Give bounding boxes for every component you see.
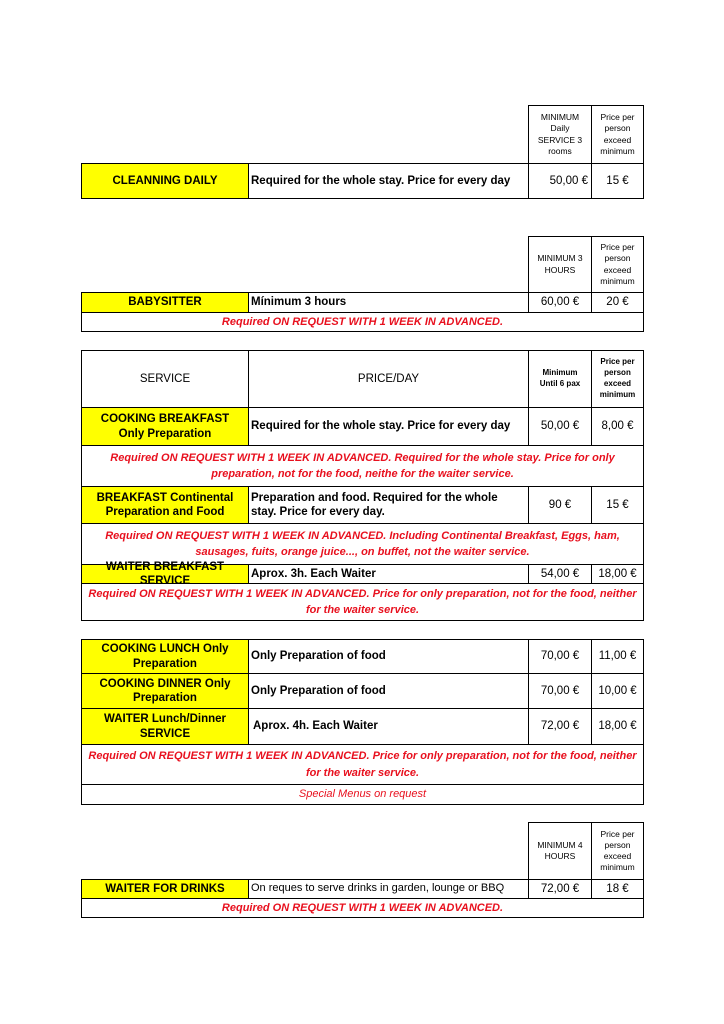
breakfast-continental-note: Required ON REQUEST WITH 1 WEEK IN ADVANCED. Including Continental Breakfast, Eggs, ham, sausages, fuits, orange juice..., on buffet, not the waiter service. (81, 523, 644, 565)
cleaning-header-price-per-person: Price per person exceed minimum (591, 105, 644, 163)
waiter-breakfast-price-per-person: 18,00 € (591, 564, 644, 584)
cooking-lunch-description: Only Preparation of food (248, 639, 529, 674)
drinks-note: Required ON REQUEST WITH 1 WEEK IN ADVANCED. (81, 898, 644, 918)
cooking-lunch-price: 70,00 € (528, 639, 592, 674)
waiter-lunch-dinner-description: Aprox. 4h. Each Waiter (248, 708, 529, 745)
special-menus-note: Special Menus on request (81, 784, 644, 805)
cooking-lunch-label: COOKING LUNCH Only Preparation (81, 639, 249, 674)
waiter-lunch-dinner-label: WAITER Lunch/Dinner SERVICE (81, 708, 249, 745)
babysitter-price-per-person: 20 € (591, 292, 644, 313)
breakfast-continental-price: 90 € (528, 486, 592, 524)
cleaning-header-minimum: MINIMUM Daily SERVICE 3 rooms (528, 105, 592, 163)
waiter-breakfast-label: WAITER BREAKFAST SERVICE (81, 564, 249, 584)
breakfast-continental-label: BREAKFAST Continental Preparation and Food (81, 486, 249, 524)
babysitter-note: Required ON REQUEST WITH 1 WEEK IN ADVANCED. (81, 312, 644, 332)
cooking-dinner-label: COOKING DINNER Only Preparation (81, 673, 249, 709)
babysitter-description: Mínimum 3 hours (248, 292, 529, 313)
waiter-breakfast-note: Required ON REQUEST WITH 1 WEEK IN ADVANCED. Price for only preparation, not for the food, neither for the waiter service. (81, 583, 644, 621)
babysitter-header-price-per-person: Price per person exceed minimum (591, 236, 644, 292)
drinks-price: 72,00 € (528, 879, 592, 899)
cleaning-price-per-person: 15 € (591, 163, 644, 199)
waiter-breakfast-price: 54,00 € (528, 564, 592, 584)
header-minimum: Minimum Until 6 pax (528, 350, 592, 408)
cooking-dinner-price-per-person: 10,00 € (591, 673, 644, 709)
waiter-breakfast-description: Aprox. 3h. Each Waiter (248, 564, 529, 584)
cooking-breakfast-price: 50,00 € (528, 407, 592, 446)
drinks-price-per-person: 18 € (591, 879, 644, 899)
cooking-breakfast-note: Required ON REQUEST WITH 1 WEEK IN ADVANCED. Required for the whole stay. Price for only preparation, not for the food, neithe for the waiter service. (81, 445, 644, 487)
cooking-lunch-price-per-person: 11,00 € (591, 639, 644, 674)
cleaning-price: 50,00 € (528, 163, 592, 199)
drinks-header-price-per-person: Price per person exceed minimum (591, 822, 644, 879)
cooking-dinner-price: 70,00 € (528, 673, 592, 709)
cleaning-label: CLEANNING DAILY (81, 163, 249, 199)
cooking-breakfast-description: Required for the whole stay. Price for every day (248, 407, 529, 446)
breakfast-continental-price-per-person: 15 € (591, 486, 644, 524)
babysitter-price: 60,00 € (528, 292, 592, 313)
babysitter-label: BABYSITTER (81, 292, 249, 313)
cooking-breakfast-label: COOKING BREAKFAST Only Preparation (81, 407, 249, 446)
waiter-lunch-dinner-price-per-person: 18,00 € (591, 708, 644, 745)
lunch-dinner-note: Required ON REQUEST WITH 1 WEEK IN ADVANCED. Price for only preparation, not for the food, neither for the waiter service. (81, 744, 644, 785)
header-service: SERVICE (81, 350, 249, 408)
breakfast-continental-description: Preparation and food. Required for the whole stay. Price for every day. (248, 486, 529, 524)
header-price-per-person: Price per person exceed minimum (591, 350, 644, 408)
drinks-description: On reques to serve drinks in garden, lounge or BBQ (248, 879, 529, 899)
cooking-dinner-description: Only Preparation of food (248, 673, 529, 709)
cleaning-description: Required for the whole stay. Price for every day (248, 163, 529, 199)
drinks-label: WAITER FOR DRINKS (81, 879, 249, 899)
drinks-header-minimum: MINIMUM 4 HOURS (528, 822, 592, 879)
babysitter-header-minimum: MINIMUM 3 HOURS (528, 236, 592, 292)
header-price-day: PRICE/DAY (248, 350, 529, 408)
waiter-lunch-dinner-price: 72,00 € (528, 708, 592, 745)
cooking-breakfast-price-per-person: 8,00 € (591, 407, 644, 446)
